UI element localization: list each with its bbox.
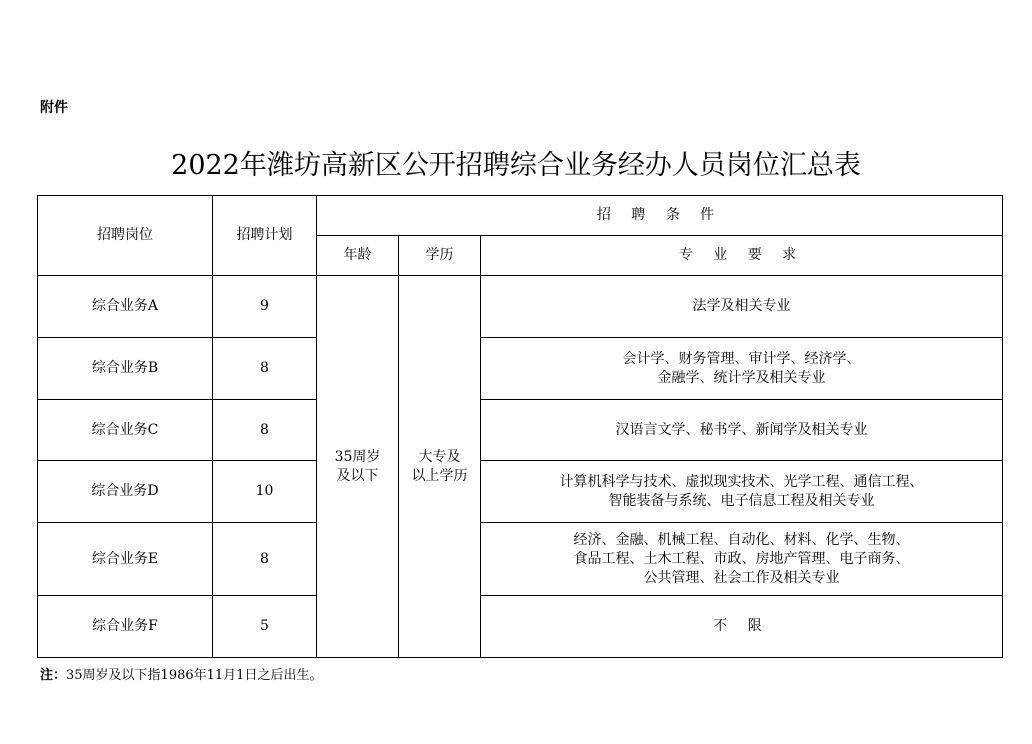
row-major: 计算机科学与技术、虚拟现实技术、光学工程、通信工程、 智能装备与系统、电子信息工程及相关专业 — [481, 461, 1003, 523]
row-position: 综合业务D — [38, 461, 213, 523]
header-major: 专 业 要 求 — [481, 236, 1003, 276]
row-major: 法学及相关专业 — [481, 276, 1003, 338]
row-position: 综合业务C — [38, 400, 213, 461]
attachment-label: 附件 — [40, 100, 68, 116]
page-title: 2022年潍坊高新区公开招聘综合业务经办人员岗位汇总表 — [171, 150, 861, 181]
header-age: 年龄 — [317, 236, 399, 276]
table-row — [38, 338, 1003, 400]
row-plan: 5 — [213, 596, 317, 658]
footnote — [40, 664, 322, 683]
table-row — [38, 523, 1003, 596]
row-position: 综合业务A — [38, 276, 213, 338]
row-plan: 8 — [213, 338, 317, 400]
header-position: 招聘岗位 — [38, 196, 213, 276]
row-plan: 9 — [213, 276, 317, 338]
row-position: 综合业务F — [38, 596, 213, 658]
row-position: 综合业务B — [38, 338, 213, 400]
row-major: 不 限 — [481, 596, 1003, 658]
table-row — [38, 461, 1003, 523]
row-major: 会计学、财务管理、审计学、经济学、 金融学、统计学及相关专业 — [481, 338, 1003, 400]
shared-education: 大专及 以上学历 — [399, 276, 481, 658]
table-row — [38, 276, 1003, 338]
row-position: 综合业务E — [38, 523, 213, 596]
positions-table — [37, 195, 1003, 658]
header-education: 学历 — [399, 236, 481, 276]
row-major: 汉语言文学、秘书学、新闻学及相关专业 — [481, 400, 1003, 461]
footnote-label: 注： — [40, 668, 67, 683]
shared-age: 35周岁 及以下 — [317, 276, 399, 658]
table-row — [38, 596, 1003, 658]
row-plan: 8 — [213, 400, 317, 461]
footnote-text: 35周岁及以下指1986年11月1日之后出生。 — [66, 668, 323, 683]
row-plan: 8 — [213, 523, 317, 596]
row-plan: 10 — [213, 461, 317, 523]
header-conditions: 招 聘 条 件 — [317, 196, 1003, 236]
header-plan: 招聘计划 — [213, 196, 317, 276]
table-row — [38, 400, 1003, 461]
row-major: 经济、金融、机械工程、自动化、材料、化学、生物、 食品工程、土木工程、市政、房地产管理、电子商务、 公共管理、社会工作及相关专业 — [481, 523, 1003, 596]
